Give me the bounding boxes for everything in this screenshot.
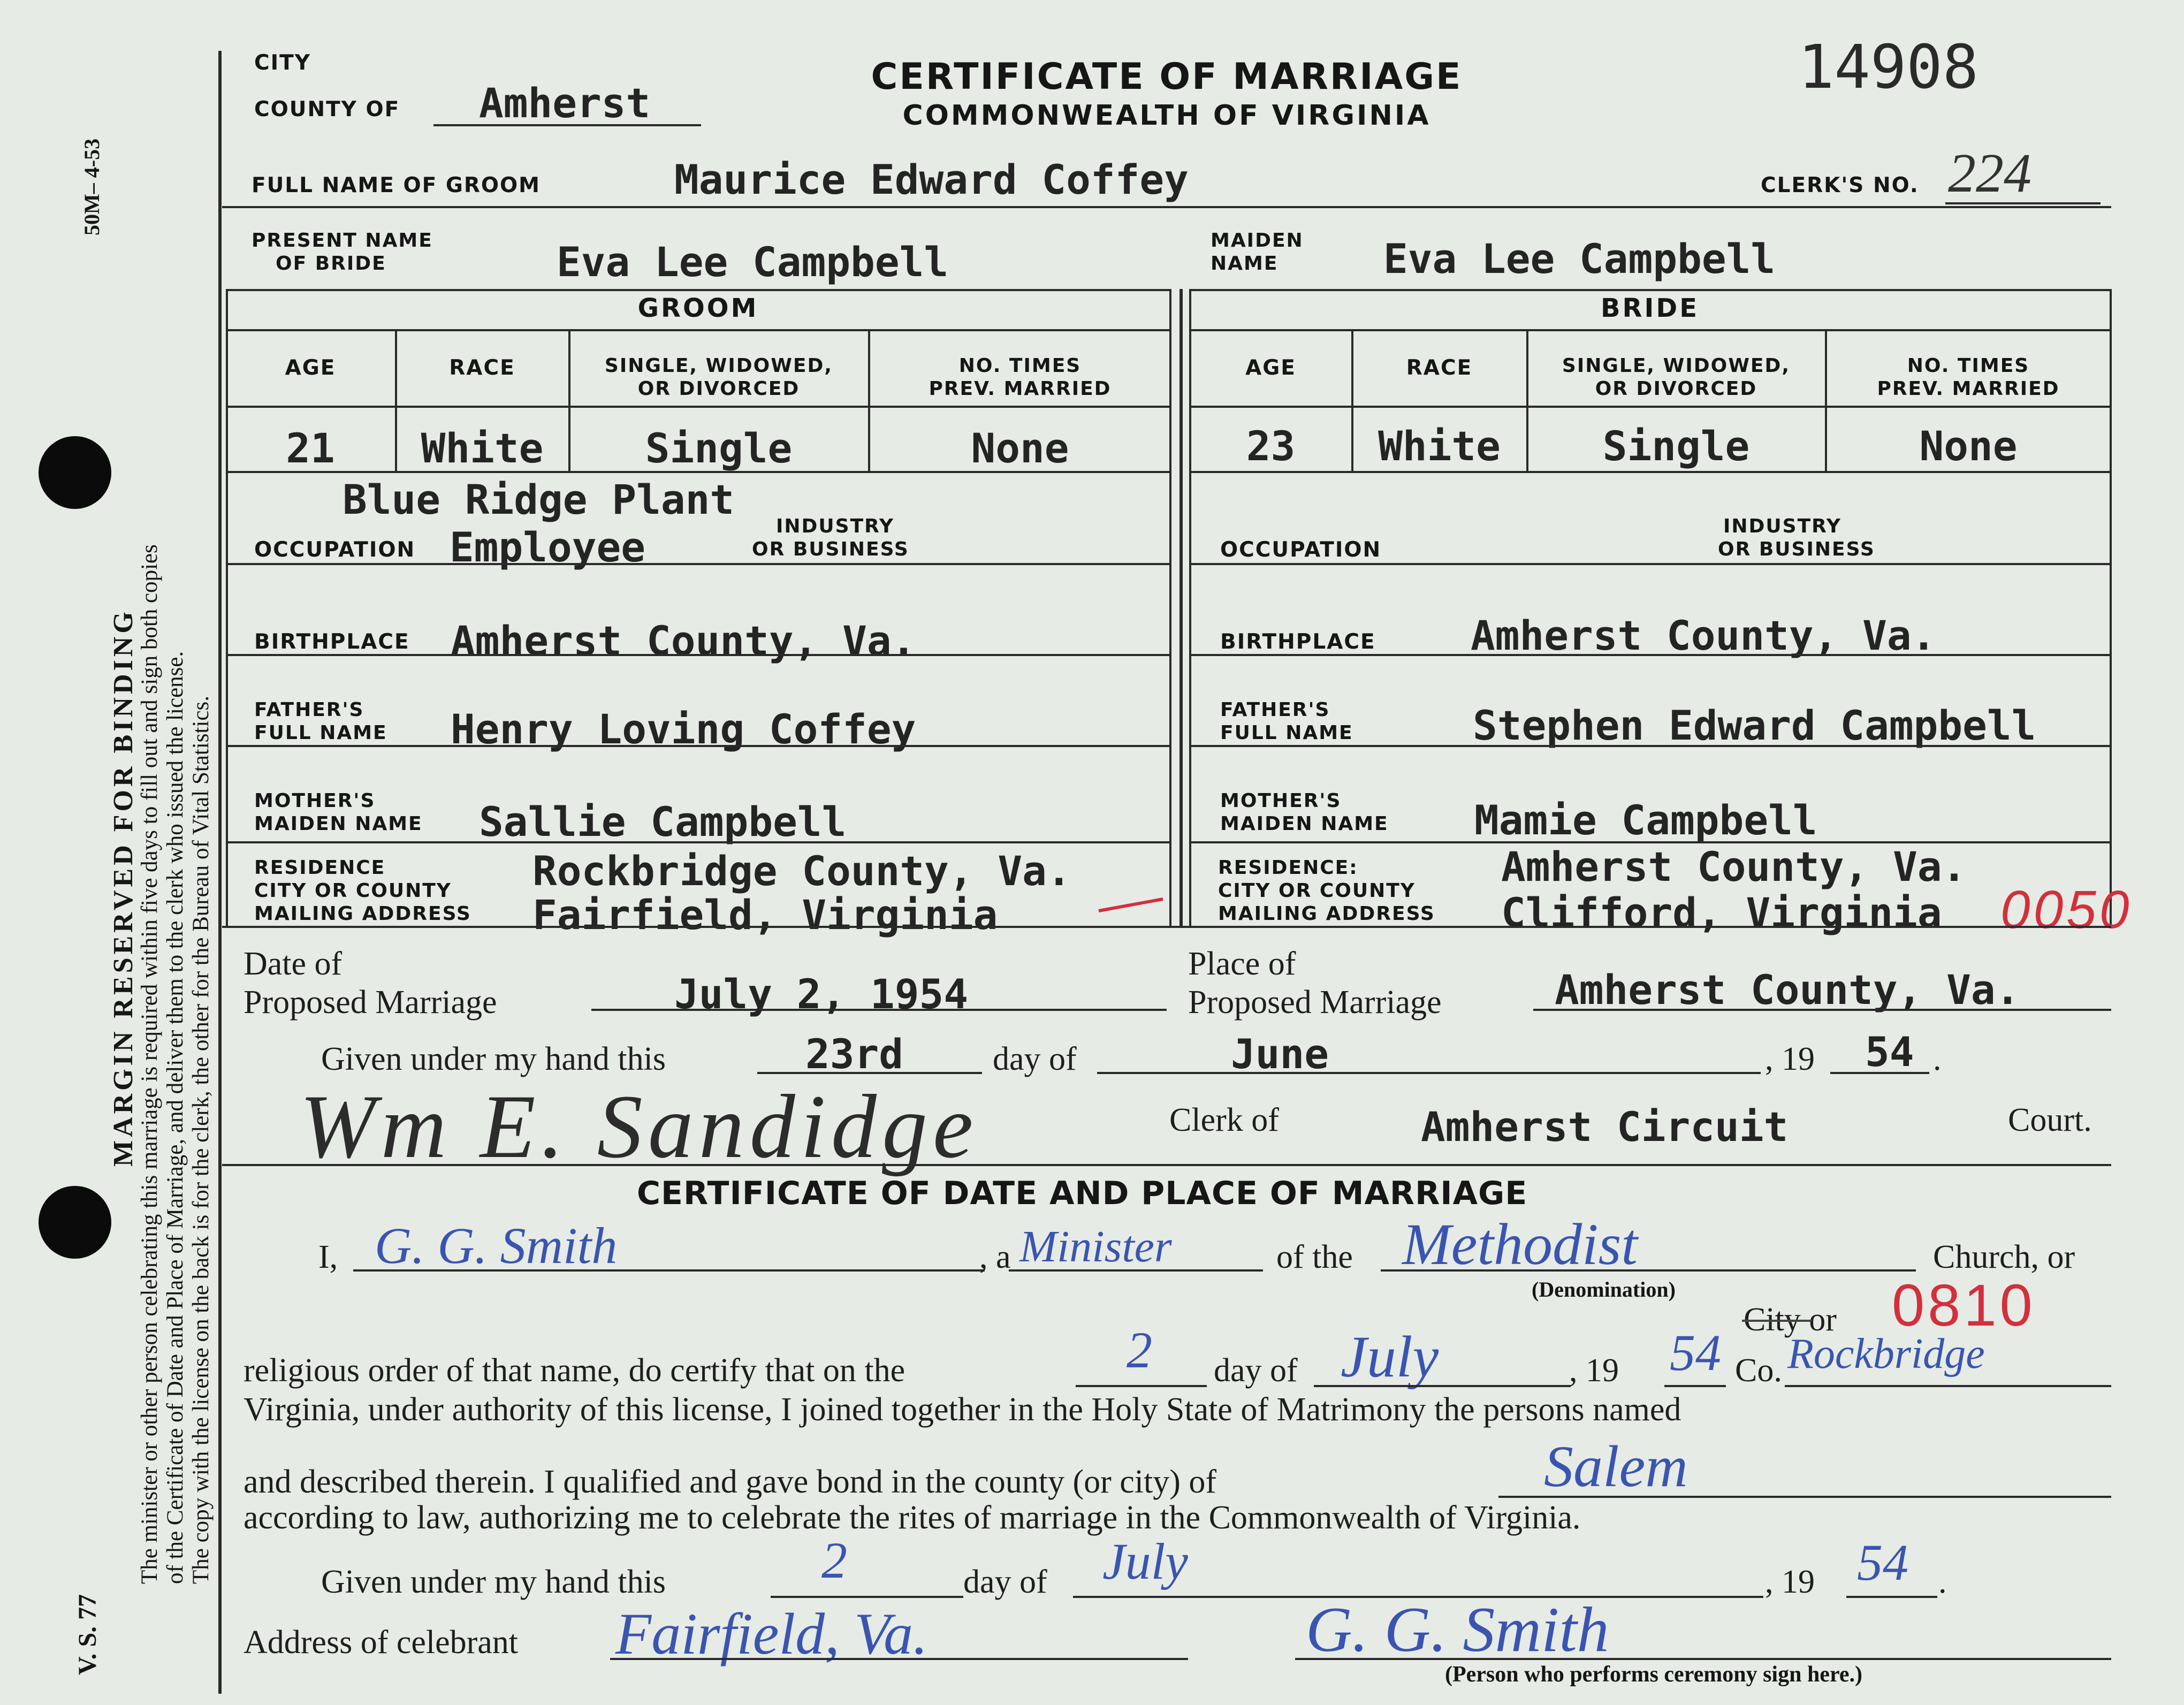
groom-times-label: NO. TIMES PREV. MARRIED [929,355,1112,400]
married-month: July [1341,1324,1439,1389]
bride-status-label: SINGLE, WIDOWED, OR DIVORCED [1562,355,1791,400]
bride-race-label: RACE [1406,356,1473,380]
binder-hole-bottom [39,1186,111,1259]
groom-father-label: FATHER'S FULL NAME [254,699,387,744]
officiant-role: Minister [1019,1222,1172,1272]
bride-birthplace-label: BIRTHPLACE [1220,630,1376,654]
clerk-signature: Wm E. Sandidge [300,1076,979,1177]
groom-status: Single [645,424,793,472]
bride-mother-label: MOTHER'S MAIDEN NAME [1220,790,1389,835]
right-table-edge-right [1189,289,1191,926]
certificate-title: CERTIFICATE OF MARRIAGE [871,56,1463,98]
cert-given-label: Given under my hand this [321,1564,666,1600]
bond-line: and described therein. I qualified and gave bond in the county (or city) of [243,1464,1217,1500]
proposed-place-label: Place of Proposed Marriage [1188,946,1442,1021]
comma-a-label: , a [979,1239,1011,1275]
married-county: Rockbridge [1787,1330,1985,1377]
county-of-label: COUNTY OF [254,97,400,121]
groom-mailing-address: Fairfield, Virginia [532,891,998,939]
left-table-edge [226,289,228,926]
court-label: Court. [2008,1102,2092,1138]
given-day: 23rd [805,1030,904,1078]
city-strikethrough [1742,1320,1812,1322]
bride-father: Stephen Edward Campbell [1473,702,2036,749]
groom-occupation: Employee [450,523,646,571]
proposed-date: July 2, 1954 [674,970,969,1018]
proposed-date-label: Date of Proposed Marriage [243,946,497,1021]
groom-full-name: Maurice Edward Coffey [674,156,1189,203]
present-name-label: PRESENT NAME OF BRIDE [252,230,433,275]
groom-birthplace-label: BIRTHPLACE [254,630,410,654]
married-day-of-label: day of [1214,1352,1298,1389]
given-year-prefix: , 19 [1765,1041,1815,1077]
groom-age: 21 [286,424,335,472]
groom-race: White [421,424,544,472]
right-table-edge [2110,289,2112,926]
cert-given-day: 2 [821,1532,847,1589]
bride-code-stamp: 0050 [2000,880,2133,940]
bride-birthplace: Amherst County, Va. [1471,612,1936,659]
county-value: Amherst [479,79,651,127]
groom-status-label: SINGLE, WIDOWED, OR DIVORCED [604,355,833,400]
groom-industry-label: INDUSTRY OR BUSINESS [752,515,909,560]
bride-times: None [1919,422,2018,470]
bride-father-label: FATHER'S FULL NAME [1220,699,1353,744]
given-year: 54 [1865,1028,1914,1076]
of-the-label: of the [1276,1239,1353,1275]
denomination-caption: (Denomination) [1532,1277,1676,1301]
cert-given-year-prefix: , 19 [1765,1564,1815,1600]
city-or-label: City or [1744,1301,1837,1338]
certificate-heading: CERTIFICATE OF DATE AND PLACE OF MARRIAGE [637,1175,1528,1212]
maiden-name-label: MAIDEN NAME [1211,230,1304,275]
groom-industry: Blue Ridge Plant [343,476,735,523]
form-code: 50M– 4-53 [80,138,104,235]
groom-occupation-label: OCCUPATION [254,538,416,562]
married-year-prefix: , 19 [1569,1352,1619,1389]
bride-present-name: Eva Lee Campbell [557,238,949,286]
clerks-no-label: CLERK'S NO. [1761,173,1919,197]
groom-residence-label: RESIDENCE CITY OR COUNTY MAILING ADDRESS [254,857,471,925]
center-rule [1179,289,1183,926]
celebrant-address: Fairfield, Va. [615,1601,928,1666]
denomination: Methodist [1402,1212,1638,1277]
cert-given-month: July [1102,1533,1188,1590]
cert-given-year: 54 [1857,1534,1908,1591]
given-day-of-label: day of [993,1041,1077,1077]
given-month: June [1231,1030,1329,1078]
instructions-line-2: of the Certificate of Date and Place of Marriage, and deliver them to the clerk who issued the license. [163,651,188,1584]
instructions-line-3: The copy with the license on the back is for the clerk, the other for the Bureau of Vital Statistics. [188,696,214,1584]
bride-race: White [1378,422,1501,470]
bride-mother: Mamie Campbell [1474,796,1817,844]
bride-heading: BRIDE [1600,293,1700,323]
rule-end-table [222,926,2111,928]
proposed-place: Amherst County, Va. [1555,966,2020,1014]
cert-given-period: . [1938,1564,1947,1600]
groom-mother: Sallie Campbell [479,798,847,846]
sign-here-note: (Person who performs ceremony sign here.) [1445,1662,1862,1687]
certificate-code-stamp: 0810 [1892,1273,2036,1338]
certify-line-text: religious order of that name, do certify that on the [243,1352,905,1389]
cert-given-day-of-label: day of [963,1564,1047,1600]
bride-times-label: NO. TIMES PREV. MARRIED [1877,355,2060,400]
groom-full-name-label: FULL NAME OF GROOM [252,173,541,197]
binder-hole-top [39,436,111,509]
i-label: I, [318,1239,338,1275]
vs-code: V. S. 77 [73,1594,102,1675]
groom-mother-label: MOTHER'S MAIDEN NAME [254,790,423,835]
married-day: 2 [1127,1321,1152,1379]
bride-maiden-name: Eva Lee Campbell [1383,235,1776,283]
groom-times: None [971,424,1069,472]
bride-residence: Amherst County, Va. [1501,843,1967,890]
court-name: Amherst Circuit [1421,1103,1789,1151]
authority-line: Virginia, under authority of this license, I joined together in the Holy State of Matrimony the persons named [243,1391,1681,1428]
serial-number: 14908 [1798,33,1979,102]
rule-end-license [222,1164,2111,1166]
law-line: according to law, authorizing me to celebrate the rites of marriage in the Commonwealth of Virginia. [243,1500,1581,1536]
clerks-no: 224 [1948,142,2031,204]
bride-industry-label: INDUSTRY OR BUSINESS [1718,515,1875,560]
certificate-subtitle: COMMONWEALTH OF VIRGINIA [902,100,1431,132]
officiant-name: G. G. Smith [375,1217,618,1274]
groom-residence: Rockbridge County, Va. [532,847,1071,895]
bride-age-label: AGE [1245,356,1296,380]
married-year: 54 [1670,1324,1721,1381]
groom-father: Henry Loving Coffey [451,705,916,753]
celebrant-address-label: Address of celebrant [243,1624,519,1661]
groom-heading: GROOM [637,293,759,323]
groom-race-label: RACE [449,356,515,380]
groom-birthplace: Amherst County, Va. [451,617,916,665]
bride-mailing-address: Clifford, Virginia [1501,889,1942,937]
bond-place: Salem [1544,1434,1688,1499]
binding-margin-note: MARGIN RESERVED FOR BINDING [108,608,139,1167]
red-check-mark [1096,895,1166,916]
celebrant-signature: G. G. Smith [1306,1594,1609,1665]
rule-under-groom-name [222,206,2111,208]
bride-age: 23 [1246,422,1296,470]
bride-residence-label: RESIDENCE: CITY OR COUNTY MAILING ADDRESS [1218,857,1435,925]
co-label: Co. [1735,1352,1782,1389]
bride-status: Single [1602,422,1750,470]
given-label: Given under my hand this [321,1041,666,1077]
city-label: CITY [254,51,311,75]
church-or-label: Church, or [1933,1239,2075,1275]
groom-age-label: AGE [285,356,336,380]
bride-occupation-label: OCCUPATION [1220,538,1382,562]
clerk-of-label: Clerk of [1169,1102,1279,1138]
given-period: . [1933,1041,1942,1077]
margin-rule [218,51,222,1694]
instructions-line-1: The minister or other person celebrating this marriage is required within five days to fill out and sign both copies [137,544,162,1584]
